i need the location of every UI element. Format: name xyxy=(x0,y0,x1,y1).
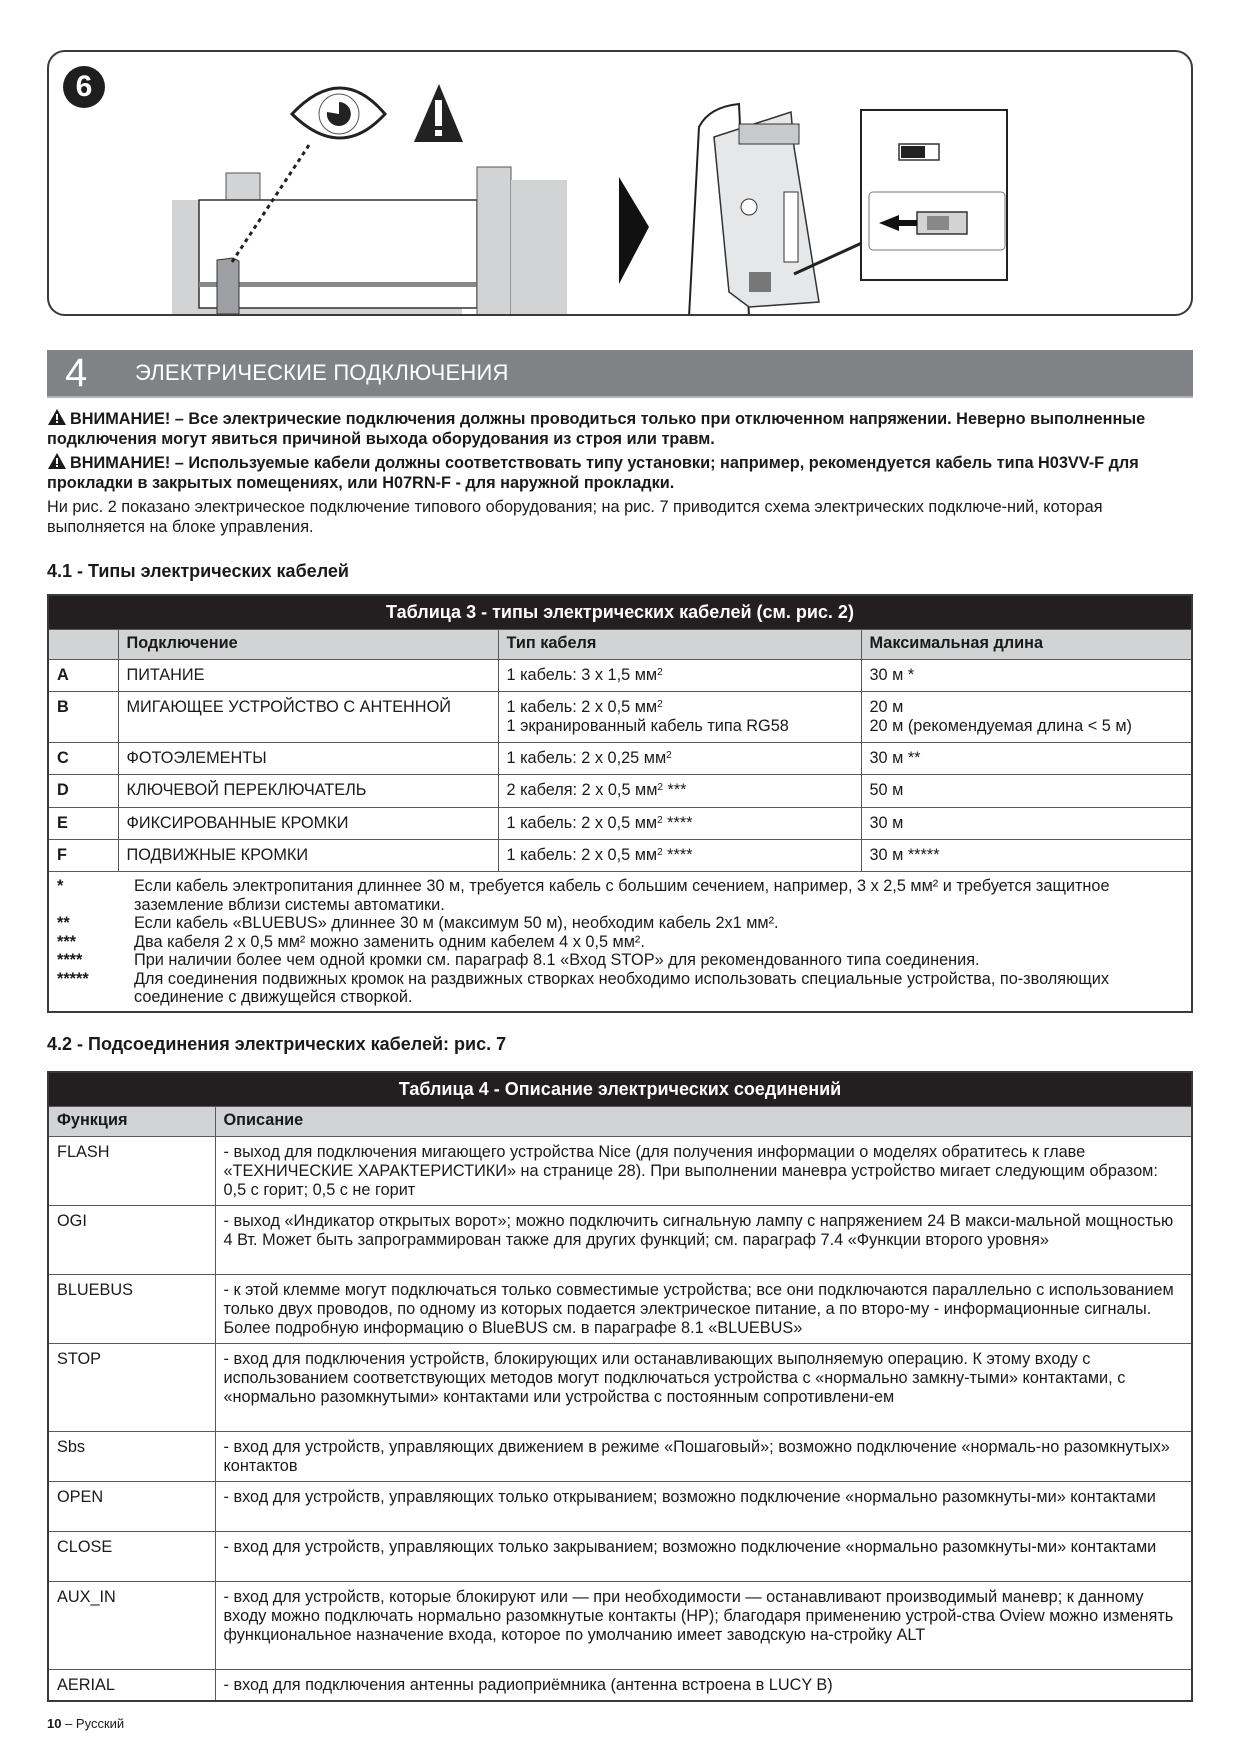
function-cell: FLASH xyxy=(48,1136,215,1205)
warning-icon xyxy=(47,408,67,426)
cable-cell: 1 кабель: 2 x 0,25 $мм^2$ xyxy=(498,743,861,775)
warning-text: – Используемые кабели должны соответствовать типу установки; например, рекомендуется кабель типа H03VV-F для прокладки в закрытых помещениях, или H07RN-F - для наружной прокладки. xyxy=(47,454,1139,492)
figure-6 xyxy=(47,50,1193,316)
footnote: * Если кабель электропитания длиннее 30 м, требуется кабель с большим сечением, например, 3 x 2,5 мм² и требуется защитное заземление вблизи системы автоматики. xyxy=(57,877,1110,914)
description-cell: - вход для устройств, которые блокируют или — при необходимости — останавливают производимый маневр; к данному входу можно подключать нормально разомкнутые контакты (НР); благодаря применению устрой-ства Oview можно изменять функциональное назначение входа, которое по умолчанию имеет заводскую на-стройку ALT xyxy=(215,1581,1192,1669)
function-cell: OPEN xyxy=(48,1481,215,1531)
function-cell: AERIAL xyxy=(48,1669,215,1701)
description-cell: - вход для подключения устройств, блокирующих или останавливающих выполняемую операцию. К этому входу с использованием соответствующих методов могут подключаться устройства с «нормально замкну-тыми» контактами, с «нормально разомкнутыми» контактами или устройства с постоянным сопротивлени-ем xyxy=(215,1343,1192,1431)
post-right xyxy=(477,167,511,316)
table-header-row xyxy=(48,1106,1192,1136)
table-notes xyxy=(48,872,1192,1012)
connection-cell: ПОДВИЖНЫЕ КРОМКИ xyxy=(118,839,498,871)
control-unit-illustration xyxy=(689,104,864,316)
row-id: C xyxy=(48,743,118,775)
eye-icon xyxy=(292,88,385,138)
row-id: E xyxy=(48,807,118,839)
warning-triangle-icon xyxy=(414,84,463,142)
table-row xyxy=(48,691,1192,742)
arrow-right-icon xyxy=(619,177,649,284)
row-id: A xyxy=(48,659,118,691)
description-cell: - выход «Индикатор открытых ворот»; можно подключить сигнальную лампу с напряжением 24 В макси-мальной мощностью 4 Вт. Может быть запрограммирован также для других функций; см. параграф 7.4 «Функции второго уровня» xyxy=(215,1205,1192,1274)
description-cell: - вход для подключения антенны радиоприёмника (антенна встроена в LUCY B) xyxy=(215,1669,1192,1701)
description-cell: - к этой клемме могут подключаться только совместимые устройства; все они подключаются параллельно с использованием только двух проводов, по одному из которых подается электрическое питание, а по второ-му - информационные сигналы. Более подробную информацию о BlueBUS см. в параграфе 8.1 «BLUEBUS» xyxy=(215,1274,1192,1343)
row-id: D xyxy=(48,775,118,807)
table-row xyxy=(48,807,1192,839)
intro-paragraph: Ни рис. 2 показано электрическое подключение типового оборудования; на рис. 7 приводится схема электрических подключе-ний, которая выполняется на блоке управления. xyxy=(47,498,1103,536)
table-header-row xyxy=(48,629,1192,659)
table-row xyxy=(48,1343,1192,1431)
table-row xyxy=(48,775,1192,807)
footnote: ***** Для соединения подвижных кромок на раздвижных створках необходимо использовать специальные устройства, по-зволяющих соединение с движущейся створкой. xyxy=(57,969,1109,1007)
table-row xyxy=(48,839,1192,871)
subsection-4-1-title: 4.1 - Типы электрических кабелей xyxy=(47,561,349,581)
column-header: Тип кабеля xyxy=(498,629,861,659)
cable-cell: 2 кабеля: 2 x 0,5 $мм^2$ *** xyxy=(498,775,861,807)
table-row xyxy=(48,1136,1192,1205)
column-header: Максимальная длина xyxy=(861,629,1192,659)
function-cell: STOP xyxy=(48,1343,215,1431)
warning-label: ВНИМАНИЕ! xyxy=(70,454,171,472)
section-number: 4 xyxy=(65,351,88,395)
function-cell: CLOSE xyxy=(48,1531,215,1581)
section-title: ЭЛЕКТРИЧЕСКИЕ ПОДКЛЮЧЕНИЯ xyxy=(135,360,509,386)
footnote: ** Если кабель «BLUEBUS» длиннее 30 м (максимум 50 м), необходим кабель 2x1 мм². xyxy=(57,914,779,933)
length-cell: 50 м xyxy=(861,775,1192,807)
table-row xyxy=(48,1531,1192,1581)
connection-cell: ФИКСИРОВАННЫЕ КРОМКИ xyxy=(118,807,498,839)
row-id: B xyxy=(48,691,118,742)
description-cell: - вход для устройств, управляющих только закрыванием; возможно подключение «нормально разомкнуты-ми» контактами xyxy=(215,1531,1192,1581)
cable-cell: 1 кабель: 3 x 1,5 $мм^2$ xyxy=(498,659,861,691)
table-3-cable-types xyxy=(47,594,1193,1013)
description-cell: - вход для устройств, управляющих только открыванием; возможно подключение «нормально разомкнуты-ми» контактами xyxy=(215,1481,1192,1531)
length-cell: 30 м xyxy=(861,807,1192,839)
connection-cell: ПИТАНИЕ xyxy=(118,659,498,691)
cable-cell: 1 кабель: 2 x 0,5 $мм^2$ 1 экранированный кабель типа RG58 xyxy=(498,691,861,742)
table-row xyxy=(48,743,1192,775)
figure-illustration xyxy=(49,52,1193,316)
warning-1 xyxy=(47,408,1193,449)
footer-language: – Русский xyxy=(61,1716,125,1731)
table-row xyxy=(48,1274,1192,1343)
page-footer xyxy=(47,1716,124,1731)
function-cell: Sbs xyxy=(48,1431,215,1481)
column-header: Функция xyxy=(48,1106,215,1136)
rack xyxy=(199,282,477,287)
column-header xyxy=(48,629,118,659)
table-4-connection-descriptions xyxy=(47,1071,1193,1702)
gate-panel xyxy=(199,200,477,308)
table-row xyxy=(48,1205,1192,1274)
footnote: *** Два кабеля 2 x 0,5 мм² можно заменить одним кабелем 4 x 0,5 мм². xyxy=(57,932,645,951)
length-cell: 30 м ***** xyxy=(861,839,1192,871)
connection-cell: МИГАЮЩЕЕ УСТРОЙСТВО С АНТЕННОЙ xyxy=(118,691,498,742)
warning-2 xyxy=(47,452,1193,493)
table-caption: Таблица 4 - Описание электрических соединений xyxy=(48,1072,1192,1106)
table-row xyxy=(48,1481,1192,1531)
footnote: **** При наличии более чем одной кромки см. параграф 8.1 «Вход STOP» для рекомендованного типа соединения. xyxy=(57,951,980,970)
table-row xyxy=(48,659,1192,691)
column-header: Описание xyxy=(215,1106,1192,1136)
cable-cell: 1 кабель: 2 x 0,5 $мм^2$ **** xyxy=(498,807,861,839)
description-cell: - вход для устройств, управляющих движением в режиме «Пошаговый»; возможно подключение «нормаль-но разомкнутых» контактов xyxy=(215,1431,1192,1481)
table-caption: Таблица 3 - типы электрических кабелей (см. рис. 2) xyxy=(48,595,1192,629)
function-cell: AUX_IN xyxy=(48,1581,215,1669)
table-row xyxy=(48,1431,1192,1481)
length-cell: 30 м * xyxy=(861,659,1192,691)
figure-number: 6 xyxy=(63,66,105,108)
table-row xyxy=(48,1669,1192,1701)
motor-unit xyxy=(217,258,239,314)
connection-cell: ФОТОЭЛЕМЕНТЫ xyxy=(118,743,498,775)
warning-icon xyxy=(47,452,67,470)
connection-cell: КЛЮЧЕВОЙ ПЕРЕКЛЮЧАТЕЛЬ xyxy=(118,775,498,807)
length-cell: 30 м ** xyxy=(861,743,1192,775)
column-header: Подключение xyxy=(118,629,498,659)
row-id: F xyxy=(48,839,118,871)
table-row xyxy=(48,1581,1192,1669)
subsection-4-2-title: 4.2 - Подсоединения электрических кабелей: рис. 7 xyxy=(47,1034,507,1054)
warning-text: – Все электрические подключения должны проводиться только при отключенном напряжении. Неверно выполненные подключения могут явиться причиной выхода оборудования из строя или травм. xyxy=(47,410,1146,448)
function-cell: BLUEBUS xyxy=(48,1274,215,1343)
section-header xyxy=(47,350,1193,398)
inset-detail xyxy=(861,110,1007,280)
warning-label: ВНИМАНИЕ! xyxy=(70,410,171,428)
page-number: 10 xyxy=(47,1716,62,1731)
cable-cell: 1 кабель: 2 x 0,5 $мм^2$ **** xyxy=(498,839,861,871)
length-cell: 20 м 20 м (рекомендуемая длина < 5 м) xyxy=(861,691,1192,742)
function-cell: OGI xyxy=(48,1205,215,1274)
description-cell: - выход для подключения мигающего устройства Nice (для получения информации о моделях обратитесь к главе «ТЕХНИЧЕСКИЕ ХАРАКТЕРИСТИКИ» на странице 28). При выполнении маневра устройство мигает следующим образом: 0,5 с горит; 0,5 с не горит xyxy=(215,1136,1192,1205)
